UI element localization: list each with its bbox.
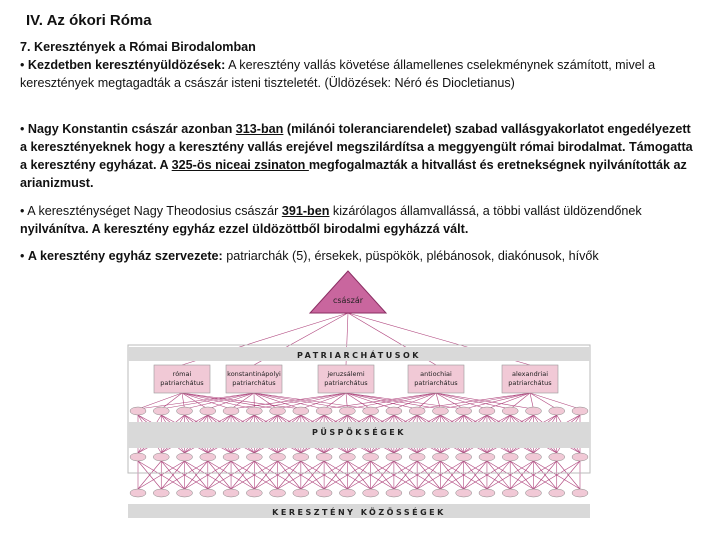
connector-line: [436, 393, 487, 409]
paragraph-theodosius: [20, 202, 700, 238]
node-upper: [293, 407, 309, 415]
node-upper: [223, 407, 239, 415]
node-upper: [200, 407, 216, 415]
node-community: [200, 489, 216, 497]
node-upper: [177, 407, 193, 415]
node-community: [525, 489, 541, 497]
node-community: [153, 489, 169, 497]
patriarchate-name: alexandriai: [511, 370, 549, 378]
bullet: •: [20, 122, 25, 136]
node-upper: [409, 407, 425, 415]
connector-line: [487, 393, 530, 409]
node-community: [363, 489, 379, 497]
node-bishopric: [363, 453, 379, 461]
connector-line: [182, 393, 185, 409]
node-bishopric: [502, 453, 518, 461]
node-community: [270, 489, 286, 497]
theodosius-text-2: kizárólagos államvallássá, a többi vallást üldözendőnek: [329, 204, 642, 218]
nicaea-council: 325-ös niceai zsinaton: [171, 158, 309, 172]
connector-line: [394, 393, 436, 409]
connector-line: [346, 393, 371, 409]
diagram-frame: [128, 345, 590, 473]
node-upper: [363, 407, 379, 415]
paragraph-constantine: [20, 120, 700, 192]
node-bishopric: [339, 453, 355, 461]
node-community: [409, 489, 425, 497]
patriarchate-name: konstantinápolyi: [227, 370, 281, 378]
emperor-pyramid: [310, 271, 386, 313]
node-upper: [153, 407, 169, 415]
node-bishopric: [479, 453, 495, 461]
organization-lead: A keresztény egyház szervezete:: [27, 249, 223, 263]
connector-line: [182, 393, 231, 409]
connector-line: [346, 393, 347, 409]
bullet: •: [20, 58, 25, 72]
node-community: [177, 489, 193, 497]
node-community: [549, 489, 565, 497]
node-community: [246, 489, 262, 497]
node-bishopric: [293, 453, 309, 461]
node-bishopric: [316, 453, 332, 461]
node-community: [130, 489, 146, 497]
connector-line: [530, 393, 557, 409]
slide-title: IV. Az ókori Róma: [26, 12, 152, 29]
node-bishopric: [572, 453, 588, 461]
node-community: [432, 489, 448, 497]
emperor-label: császár: [332, 296, 364, 305]
bullet: •: [20, 204, 25, 218]
node-bishopric: [130, 453, 146, 461]
connector-line: [530, 393, 580, 409]
node-bishopric: [246, 453, 262, 461]
node-community: [572, 489, 588, 497]
persecutions-lead: Kezdetben keresztényüldözések:: [27, 58, 226, 72]
year-391: 391-ben: [281, 204, 330, 218]
patriarchates-label: PATRIARCHÁTUSOK: [297, 351, 421, 360]
node-bishopric: [270, 453, 286, 461]
theodosius-text-3: nyilvánítva. A keresztény egyház ezzel üldözöttből birodalmi egyházzá vált.: [20, 222, 469, 236]
node-bishopric: [386, 453, 402, 461]
node-upper: [525, 407, 541, 415]
communities-label: KERESZTÉNY KÖZÖSSÉGEK: [272, 508, 446, 517]
bullet: •: [20, 249, 25, 263]
node-community: [339, 489, 355, 497]
year-313: 313-ban: [235, 122, 284, 136]
paragraph-organization: [20, 247, 700, 265]
node-upper: [270, 407, 286, 415]
connector-line: [254, 393, 301, 409]
connector-line: [530, 393, 533, 409]
theodosius-text-1: A kereszténységet Nagy Theodosius császár: [27, 204, 282, 218]
node-upper: [456, 407, 472, 415]
church-hierarchy-diagram: [0, 265, 720, 540]
node-upper: [316, 407, 332, 415]
bishoprics-label: PÜSPÖKSÉGEK: [312, 428, 406, 437]
persecutions-text: A keresztény vallás követése államellenes cselekménynek számított, mivel a keresztények megtagadták a császár isteni tiszteletét. (Üldözések: Néró és Diocletianus): [20, 58, 656, 90]
node-bishopric: [223, 453, 239, 461]
node-upper: [502, 407, 518, 415]
constantine-text-1: Nagy Konstantin császár azonban: [27, 122, 236, 136]
node-community: [293, 489, 309, 497]
constantine-text-3: megfogalmazták a hitvallást és eretnekségnek nyilvánították az arianizmust.: [20, 158, 687, 190]
node-upper: [432, 407, 448, 415]
node-bishopric: [409, 453, 425, 461]
patriarchate-kind: patriarchátus: [414, 379, 458, 387]
paragraph-persecutions: [20, 56, 700, 92]
connection-lines: [138, 313, 580, 489]
node-community: [456, 489, 472, 497]
node-bishopric: [200, 453, 216, 461]
node-bishopric: [456, 453, 472, 461]
organization-text: patriarchák (5), érsekek, püspökök, plébánosok, diakónusok, hívők: [222, 249, 599, 263]
node-community: [386, 489, 402, 497]
node-bishopric: [177, 453, 193, 461]
node-bishopric: [549, 453, 565, 461]
section-heading: 7. Keresztények a Római Birodalomban: [20, 40, 256, 54]
patriarchate-kind: patriarchátus: [508, 379, 552, 387]
patriarchate-name: római: [172, 370, 192, 378]
node-bishopric: [153, 453, 169, 461]
node-community: [316, 489, 332, 497]
patriarchate-kind: patriarchátus: [324, 379, 368, 387]
node-upper: [130, 407, 146, 415]
node-community: [479, 489, 495, 497]
patriarchate-name: antiochiai: [420, 370, 452, 378]
node-upper: [246, 407, 262, 415]
node-upper: [386, 407, 402, 415]
node-bishopric: [525, 453, 541, 461]
connector-line: [161, 393, 182, 409]
constantine-text-2: (milánói toleranciarendelet) szabad vallásgyakorlatot engedélyezett a keresztényeknek hogy a keresztény vallás erejével megszilárdítsa a meggyengült római birodalmat. Támogatta a keresztény egyházat. A: [20, 122, 693, 172]
patriarchate-name: jeruzsálemi: [327, 370, 365, 378]
node-community: [502, 489, 518, 497]
node-upper: [479, 407, 495, 415]
node-upper: [339, 407, 355, 415]
node-upper: [572, 407, 588, 415]
patriarchate-kind: patriarchátus: [160, 379, 204, 387]
node-upper: [549, 407, 565, 415]
node-community: [223, 489, 239, 497]
node-bishopric: [432, 453, 448, 461]
patriarchate-kind: patriarchátus: [232, 379, 276, 387]
patriarchates-row: [154, 365, 558, 393]
